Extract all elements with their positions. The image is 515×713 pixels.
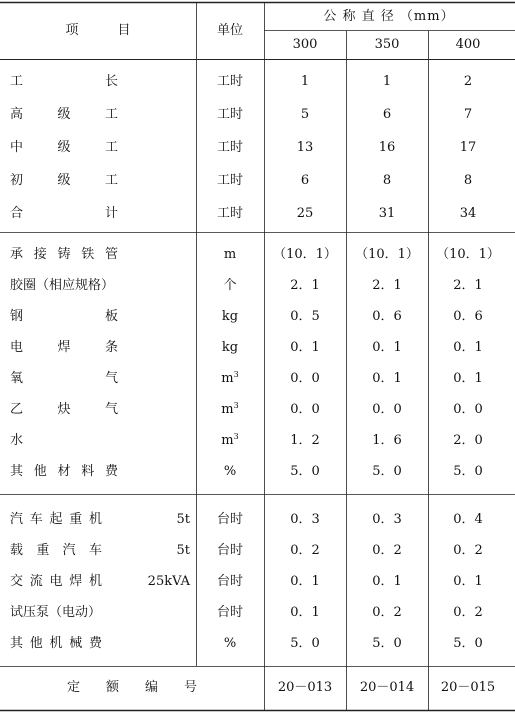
- material-row-name: 钢 板: [10, 309, 118, 324]
- labor-row-value: 16: [378, 140, 396, 155]
- material-row-name: 水: [10, 433, 24, 448]
- material-row-name: 其 他 材 料 费: [10, 464, 118, 479]
- labor-row-unit: 工时: [216, 173, 244, 188]
- header-item: 项 目: [65, 23, 131, 38]
- material-row-value: 0．0: [372, 402, 402, 417]
- machine-row-name: 试压泵（电动）: [10, 605, 102, 620]
- labor-row-name: 初 级 工: [10, 173, 118, 188]
- material-row-value: 0．1: [372, 371, 402, 386]
- material-row-value: 0．0: [290, 402, 320, 417]
- machine-row-value: 0．1: [290, 605, 320, 620]
- machine-row-spec: 5t: [176, 512, 190, 527]
- machine-row-unit: 台时: [216, 605, 244, 620]
- machine-row-value: 5．0: [372, 636, 402, 651]
- header-diameter: 公 称 直 径 （mm）: [323, 9, 455, 24]
- labor-row-value: 7: [463, 107, 473, 122]
- footer-code-013: 20－013: [277, 680, 333, 695]
- material-row-unit: kg: [221, 340, 239, 355]
- material-row-value: 0．1: [453, 340, 483, 355]
- material-row-value: 0．1: [290, 340, 320, 355]
- header-size-350: 350: [374, 37, 400, 52]
- machine-row-spec: 5t: [176, 543, 190, 558]
- material-row-name: 氧 气: [10, 371, 118, 386]
- machine-row-value: 0．2: [372, 543, 402, 558]
- machine-row-value: 0．2: [453, 605, 483, 620]
- labor-row-name: 合 计: [10, 206, 118, 221]
- machine-row-value: 0．2: [372, 605, 402, 620]
- material-row-value: （10．1）: [436, 247, 500, 262]
- machine-row-value: 0．2: [290, 543, 320, 558]
- labor-row-value: 25: [296, 206, 314, 221]
- material-row-value: 0．1: [453, 371, 483, 386]
- labor-row-name: 中 级 工: [10, 140, 118, 155]
- material-row-unit: 个: [223, 278, 237, 293]
- material-row-value: 5．0: [372, 464, 402, 479]
- material-row-value: 0．6: [372, 309, 402, 324]
- labor-row-unit: 工时: [216, 140, 244, 155]
- material-row-value: （10．1）: [273, 247, 337, 262]
- material-row-value: 2．1: [453, 278, 483, 293]
- labor-row-name: 工 长: [10, 74, 118, 89]
- material-row-value: 0．5: [290, 309, 320, 324]
- labor-row-unit: 工时: [216, 107, 244, 122]
- labor-row-unit: 工时: [216, 206, 244, 221]
- material-row-value: 0．0: [290, 371, 320, 386]
- labor-row-value: 6: [300, 173, 310, 188]
- machine-row-name: 其 他 机 械 费: [10, 636, 102, 651]
- machine-row-name: 汽 车 起 重 机: [10, 512, 102, 527]
- machine-row-value: 5．0: [453, 636, 483, 651]
- material-row-value: 5．0: [453, 464, 483, 479]
- material-row-value: （10．1）: [355, 247, 419, 262]
- material-row-value: 2．0: [453, 433, 483, 448]
- machine-row-value: 0．4: [453, 512, 483, 527]
- machine-row-value: 0．3: [290, 512, 320, 527]
- footer-code-014: 20－014: [359, 680, 415, 695]
- material-row-value: 1．2: [290, 433, 320, 448]
- machine-row-value: 0．1: [453, 574, 483, 589]
- labor-row-unit: 工时: [216, 74, 244, 89]
- header-unit: 单位: [216, 23, 244, 38]
- material-row-unit: m: [223, 247, 237, 262]
- machine-row-value: 5．0: [290, 636, 320, 651]
- footer-label: 定 额 编 号: [66, 680, 198, 695]
- labor-row-value: 8: [382, 173, 392, 188]
- material-row-name: 胶圈（相应规格）: [10, 278, 115, 293]
- header-size-400: 400: [455, 37, 481, 52]
- machine-row-unit: 台时: [216, 543, 244, 558]
- machine-row-value: 0．3: [372, 512, 402, 527]
- machine-row-unit: 台时: [216, 512, 244, 527]
- material-row-unit: $m^3$: [221, 370, 239, 386]
- machine-row-unit: %: [223, 636, 237, 651]
- material-row-value: 1．6: [372, 433, 402, 448]
- machine-row-name: 载 重 汽 车: [10, 543, 102, 558]
- material-row-value: 5．0: [290, 464, 320, 479]
- machine-row-value: 0．2: [453, 543, 483, 558]
- machine-row-unit: 台时: [216, 574, 244, 589]
- machine-row-spec: 25kVA: [147, 574, 190, 589]
- labor-row-value: 5: [300, 107, 310, 122]
- material-row-value: 0．0: [453, 402, 483, 417]
- material-row-name: 乙 炔 气: [10, 402, 118, 417]
- labor-row-value: 1: [300, 74, 310, 89]
- material-row-unit: %: [223, 464, 237, 479]
- machine-row-name: 交 流 电 焊 机: [10, 574, 102, 589]
- labor-row-value: 2: [463, 74, 473, 89]
- header-size-300: 300: [292, 37, 318, 52]
- material-row-value: 2．1: [372, 278, 402, 293]
- labor-row-name: 高 级 工: [10, 107, 118, 122]
- labor-row-value: 8: [463, 173, 473, 188]
- labor-row-value: 6: [382, 107, 392, 122]
- material-row-value: 0．1: [372, 340, 402, 355]
- material-row-unit: $m^3$: [221, 432, 239, 448]
- material-row-unit: $m^3$: [221, 401, 239, 417]
- material-row-value: 0．6: [453, 309, 483, 324]
- footer-code-015: 20－015: [440, 680, 496, 695]
- material-row-name: 电 焊 条: [10, 340, 118, 355]
- labor-row-value: 31: [378, 206, 396, 221]
- machine-row-value: 0．1: [290, 574, 320, 589]
- material-row-name: 承 接 铸 铁 管: [10, 247, 118, 262]
- labor-row-value: 34: [459, 206, 477, 221]
- machine-row-value: 0．1: [372, 574, 402, 589]
- labor-row-value: 17: [459, 140, 477, 155]
- labor-row-value: 1: [382, 74, 392, 89]
- material-row-value: 2．1: [290, 278, 320, 293]
- labor-row-value: 13: [296, 140, 314, 155]
- material-row-unit: kg: [221, 309, 239, 324]
